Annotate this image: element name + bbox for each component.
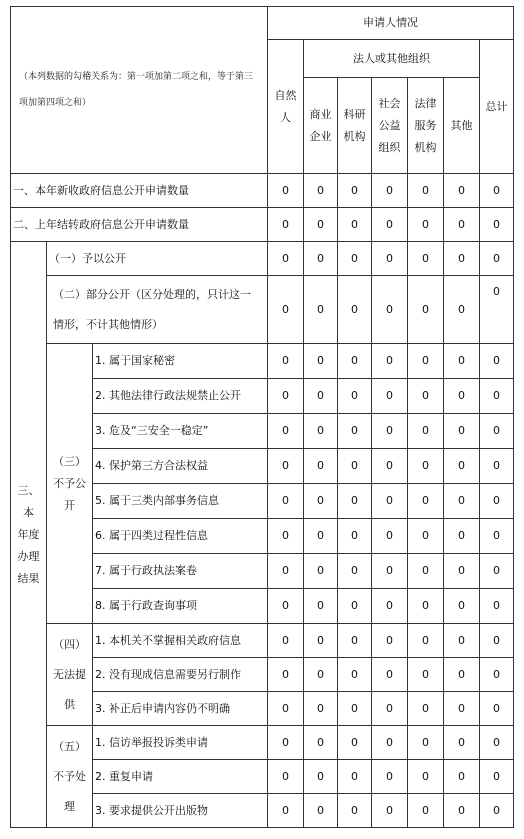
natural-person-header: 自然 人 — [268, 40, 304, 174]
row-label: 6. 属于四类过程性信息 — [93, 519, 268, 554]
row-label: 2. 没有现成信息需要另行制作 — [93, 658, 268, 692]
value-cell: 0 — [338, 554, 372, 589]
value-cell: 0 — [480, 692, 514, 726]
value-cell: 0 — [444, 519, 480, 554]
value-cell: 0 — [408, 484, 444, 519]
table-row — [11, 276, 514, 344]
value-cell: 0 — [304, 692, 338, 726]
research-header: 科研 机构 — [338, 78, 372, 174]
value-cell: 0 — [372, 484, 408, 519]
value-cell: 0 — [444, 794, 480, 828]
value-cell: 0 — [444, 726, 480, 760]
value-cell: 0 — [480, 760, 514, 794]
value-cell: 0 — [480, 276, 514, 344]
value-cell: 0 — [268, 726, 304, 760]
value-cell: 0 — [444, 379, 480, 414]
value-cell: 0 — [444, 414, 480, 449]
value-cell: 0 — [338, 589, 372, 624]
row-label: 1. 属于国家秘密 — [93, 344, 268, 379]
row-label: 3. 要求提供公开出版物 — [93, 794, 268, 828]
value-cell: 0 — [268, 589, 304, 624]
value-cell: 0 — [304, 726, 338, 760]
other-header: 其他 — [444, 78, 480, 174]
value-cell: 0 — [372, 658, 408, 692]
table-row — [11, 726, 514, 760]
value-cell: 0 — [338, 379, 372, 414]
value-cell: 0 — [338, 658, 372, 692]
row-label: 1. 本机关不掌握相关政府信息 — [93, 624, 268, 658]
value-cell: 0 — [372, 589, 408, 624]
value-cell: 0 — [268, 692, 304, 726]
group-label-unavailable: （四） 无法提 供 — [47, 624, 93, 726]
value-cell: 0 — [372, 276, 408, 344]
value-cell: 0 — [480, 174, 514, 208]
value-cell: 0 — [408, 726, 444, 760]
result-section-label: 三、本 年度 办理 结果 — [11, 242, 47, 828]
disclosure-table — [10, 6, 514, 828]
value-cell: 0 — [372, 624, 408, 658]
value-cell: 0 — [268, 624, 304, 658]
value-cell: 0 — [268, 208, 304, 242]
applicant-header: 申请人情况 — [268, 7, 514, 40]
value-cell: 0 — [372, 379, 408, 414]
value-cell: 0 — [268, 760, 304, 794]
value-cell: 0 — [408, 760, 444, 794]
value-cell: 0 — [480, 449, 514, 484]
commercial-header: 商业 企业 — [304, 78, 338, 174]
value-cell: 0 — [372, 692, 408, 726]
value-cell: 0 — [304, 589, 338, 624]
value-cell: 0 — [372, 519, 408, 554]
value-cell: 0 — [338, 174, 372, 208]
value-cell: 0 — [408, 344, 444, 379]
table-row — [11, 174, 514, 208]
value-cell: 0 — [408, 519, 444, 554]
value-cell: 0 — [480, 484, 514, 519]
value-cell: 0 — [304, 242, 338, 276]
value-cell: 0 — [480, 379, 514, 414]
value-cell: 0 — [338, 344, 372, 379]
value-cell: 0 — [304, 760, 338, 794]
value-cell: 0 — [304, 174, 338, 208]
value-cell: 0 — [480, 519, 514, 554]
row-label: 4. 保护第三方合法权益 — [93, 449, 268, 484]
value-cell: 0 — [338, 414, 372, 449]
value-cell: 0 — [444, 174, 480, 208]
row-label: 二、上年结转政府信息公开申请数量 — [11, 208, 268, 242]
legal-entity-header: 法人或其他组织 — [304, 40, 480, 78]
value-cell: 0 — [372, 174, 408, 208]
value-cell: 0 — [480, 554, 514, 589]
value-cell: 0 — [304, 449, 338, 484]
value-cell: 0 — [444, 760, 480, 794]
value-cell: 0 — [444, 449, 480, 484]
row-label: 2. 其他法律行政法规禁止公开 — [93, 379, 268, 414]
value-cell: 0 — [268, 414, 304, 449]
value-cell: 0 — [444, 484, 480, 519]
value-cell: 0 — [444, 589, 480, 624]
value-cell: 0 — [372, 554, 408, 589]
value-cell: 0 — [444, 208, 480, 242]
row-label: （二）部分公开（区分处理的，只计这一情形，不计其他情形） — [47, 276, 268, 344]
value-cell: 0 — [304, 484, 338, 519]
value-cell: 0 — [444, 276, 480, 344]
row-label: 5. 属于三类内部事务信息 — [93, 484, 268, 519]
row-label: （一）予以公开 — [47, 242, 268, 276]
value-cell: 0 — [372, 344, 408, 379]
value-cell: 0 — [304, 624, 338, 658]
table-row — [11, 344, 514, 379]
value-cell: 0 — [408, 449, 444, 484]
value-cell: 0 — [338, 692, 372, 726]
total-header: 总计 — [480, 40, 514, 174]
value-cell: 0 — [480, 242, 514, 276]
table-row — [11, 624, 514, 658]
value-cell: 0 — [268, 449, 304, 484]
value-cell: 0 — [338, 449, 372, 484]
value-cell: 0 — [480, 794, 514, 828]
group-label-not-processed: （五） 不予处 理 — [47, 726, 93, 828]
value-cell: 0 — [268, 379, 304, 414]
value-cell: 0 — [480, 589, 514, 624]
value-cell: 0 — [444, 344, 480, 379]
value-cell: 0 — [268, 242, 304, 276]
value-cell: 0 — [338, 208, 372, 242]
value-cell: 0 — [372, 208, 408, 242]
value-cell: 0 — [408, 242, 444, 276]
value-cell: 0 — [304, 554, 338, 589]
value-cell: 0 — [408, 414, 444, 449]
value-cell: 0 — [338, 242, 372, 276]
row-label: 3. 危及“三安全一稳定” — [93, 414, 268, 449]
value-cell: 0 — [372, 414, 408, 449]
value-cell: 0 — [304, 379, 338, 414]
value-cell: 0 — [372, 242, 408, 276]
row-label: 2. 重复申请 — [93, 760, 268, 794]
value-cell: 0 — [408, 554, 444, 589]
value-cell: 0 — [480, 624, 514, 658]
value-cell: 0 — [268, 174, 304, 208]
value-cell: 0 — [338, 276, 372, 344]
value-cell: 0 — [444, 658, 480, 692]
value-cell: 0 — [408, 379, 444, 414]
value-cell: 0 — [338, 726, 372, 760]
group-label-withheld: （三） 不予公 开 — [47, 344, 93, 624]
value-cell: 0 — [338, 794, 372, 828]
value-cell: 0 — [408, 276, 444, 344]
value-cell: 0 — [480, 344, 514, 379]
row-label: 1. 信访举报投诉类申请 — [93, 726, 268, 760]
value-cell: 0 — [304, 658, 338, 692]
value-cell: 0 — [372, 760, 408, 794]
value-cell: 0 — [480, 208, 514, 242]
value-cell: 0 — [338, 484, 372, 519]
value-cell: 0 — [268, 658, 304, 692]
value-cell: 0 — [338, 519, 372, 554]
row-label: 3. 补正后申请内容仍不明确 — [93, 692, 268, 726]
value-cell: 0 — [480, 658, 514, 692]
value-cell: 0 — [408, 208, 444, 242]
value-cell: 0 — [372, 726, 408, 760]
table-row — [11, 208, 514, 242]
value-cell: 0 — [372, 449, 408, 484]
value-cell: 0 — [408, 589, 444, 624]
value-cell: 0 — [408, 174, 444, 208]
header-note: （本列数据的勾稽关系为：第一项加第二项之和，等于第三项加第四项之和） — [11, 7, 268, 174]
value-cell: 0 — [444, 624, 480, 658]
table-row — [11, 242, 514, 276]
value-cell: 0 — [304, 344, 338, 379]
value-cell: 0 — [268, 519, 304, 554]
value-cell: 0 — [304, 794, 338, 828]
disclosure-table-container — [10, 6, 514, 828]
value-cell: 0 — [268, 276, 304, 344]
row-label: 7. 属于行政执法案卷 — [93, 554, 268, 589]
value-cell: 0 — [372, 794, 408, 828]
value-cell: 0 — [408, 658, 444, 692]
value-cell: 0 — [408, 794, 444, 828]
social-header: 社会 公益 组织 — [372, 78, 408, 174]
value-cell: 0 — [304, 519, 338, 554]
value-cell: 0 — [268, 554, 304, 589]
value-cell: 0 — [304, 208, 338, 242]
value-cell: 0 — [338, 624, 372, 658]
value-cell: 0 — [338, 760, 372, 794]
law-header: 法律 服务 机构 — [408, 78, 444, 174]
value-cell: 0 — [408, 624, 444, 658]
value-cell: 0 — [268, 484, 304, 519]
value-cell: 0 — [480, 726, 514, 760]
row-label: 一、本年新收政府信息公开申请数量 — [11, 174, 268, 208]
value-cell: 0 — [444, 554, 480, 589]
value-cell: 0 — [304, 414, 338, 449]
value-cell: 0 — [444, 242, 480, 276]
value-cell: 0 — [268, 344, 304, 379]
value-cell: 0 — [304, 276, 338, 344]
value-cell: 0 — [268, 794, 304, 828]
value-cell: 0 — [444, 692, 480, 726]
value-cell: 0 — [480, 414, 514, 449]
row-label: 8. 属于行政查询事项 — [93, 589, 268, 624]
value-cell: 0 — [408, 692, 444, 726]
